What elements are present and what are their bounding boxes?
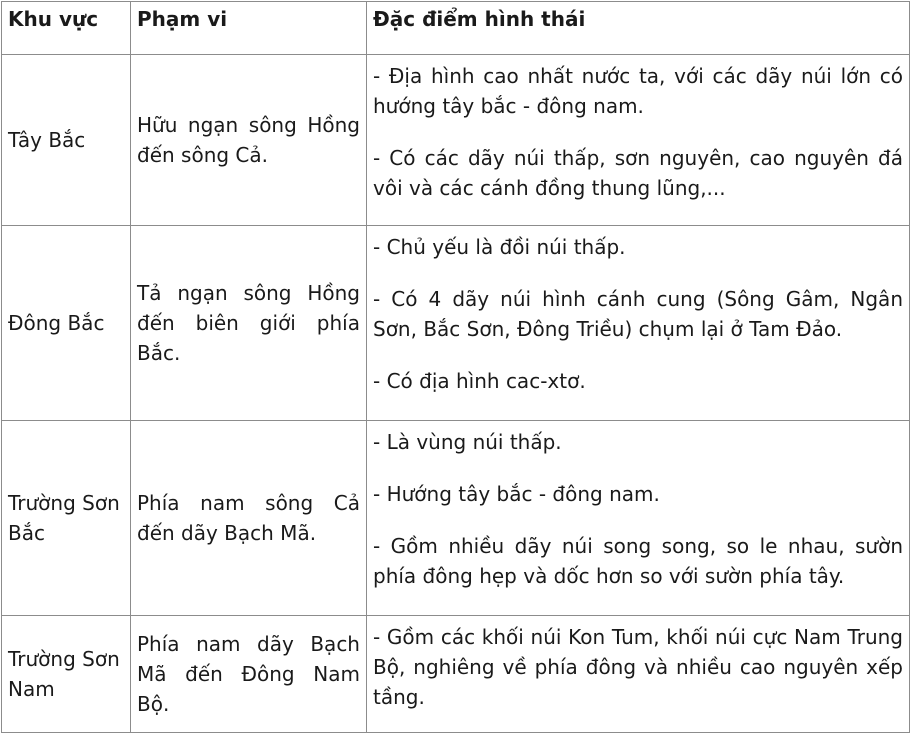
scope-cell: Phía nam sông Cả đến dãy Bạch Mã.: [131, 421, 367, 616]
header-row: [2, 2, 910, 55]
table-row: [2, 421, 910, 616]
table-row: [2, 55, 910, 226]
header-features: Đặc điểm hình thái: [367, 2, 910, 55]
feature-item: - Có địa hình cac-xtơ.: [373, 369, 586, 393]
feature-item: - Có các dãy núi thấp, sơn nguyên, cao nguyên đá vôi và các cánh đồng thung lũng,...: [373, 146, 903, 200]
region-cell: Đông Bắc: [2, 226, 131, 421]
scope-cell: Tả ngạn sông Hồng đến biên giới phía Bắc.: [131, 226, 367, 421]
feature-item: - Chủ yếu là đồi núi thấp.: [373, 235, 626, 259]
region-cell: Tây Bắc: [2, 55, 131, 226]
features-cell: [367, 421, 910, 616]
feature-item: - Có 4 dãy núi hình cánh cung (Sông Gâm, Ngân Sơn, Bắc Sơn, Đông Triều) chụm lại ở Tam Đảo.: [373, 287, 903, 341]
features-cell: [367, 616, 910, 733]
region-cell: Trường Sơn Bắc: [2, 421, 131, 616]
table-row: [2, 226, 910, 421]
features-cell: [367, 55, 910, 226]
table-row: [2, 616, 910, 733]
feature-item: - Gồm nhiều dãy núi song song, so le nhau, sườn phía đông hẹp và dốc hơn so với sườn phía tây.: [373, 534, 903, 588]
feature-item: - Hướng tây bắc - đông nam.: [373, 482, 660, 506]
scope-cell: Phía nam dãy Bạch Mã đến Đông Nam Bộ.: [131, 616, 367, 733]
region-cell: Trường Sơn Nam: [2, 616, 131, 733]
feature-item: - Địa hình cao nhất nước ta, với các dãy núi lớn có hướng tây bắc - đông nam.: [373, 64, 903, 118]
feature-item: - Là vùng núi thấp.: [373, 430, 562, 454]
scope-cell: Hữu ngạn sông Hồng đến sông Cả.: [131, 55, 367, 226]
features-cell: [367, 226, 910, 421]
header-region: Khu vực: [2, 2, 131, 55]
header-scope: Phạm vi: [131, 2, 367, 55]
geography-table: [1, 1, 910, 733]
feature-item: - Gồm các khối núi Kon Tum, khối núi cực Nam Trung Bộ, nghiêng về phía đông và nhiều cao nguyên xếp tầng.: [373, 625, 903, 709]
